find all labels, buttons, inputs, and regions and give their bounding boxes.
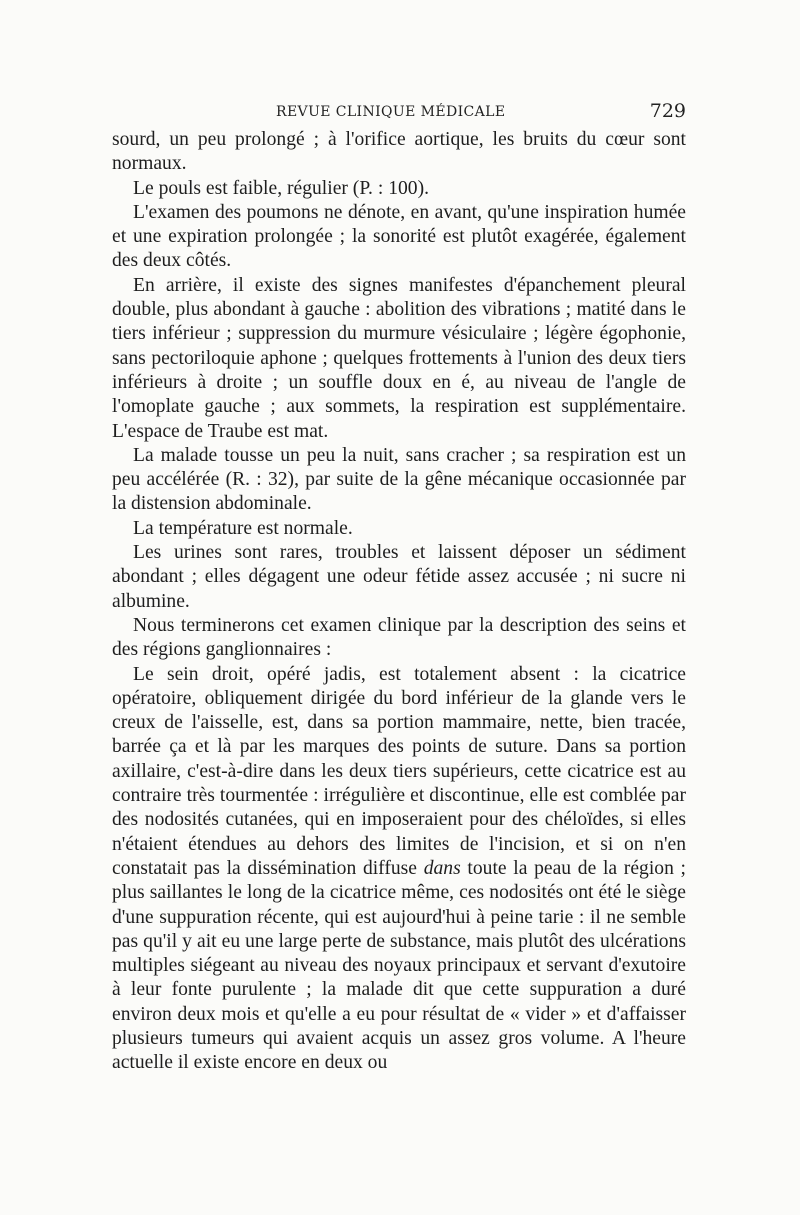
page-header bbox=[112, 100, 686, 126]
paragraph-right-breast-part1: Le sein droit, opéré jadis, est totalement absent : la cicatrice opératoire, obliquement dirigée du bord inférieur de la glande vers le creux de l'aisselle, est, dans sa portion mammaire, nette, bien tracée, barrée ça et là par les marques des points de suture. Dans sa portion axillaire, c'est-à-dire dans les deux tiers supérieurs, cette cicatrice est au contraire très tourmentée : irrégulière et discontinue, elle est comblée par des nodosités cutanées, qui en imposeraient pour des chéloïdes, si elles n'étaient étendues au dehors des limites de l'incision, et si on n'en constatait pas la dissémination diffuse bbox=[112, 663, 686, 879]
italic-word: dans bbox=[423, 857, 461, 879]
paragraph-continuation: sourd, un peu prolongé ; à l'orifice aortique, les bruits du cœur sont normaux. bbox=[112, 129, 686, 175]
paragraph-right-breast-part2: toute la peau de la région ; plus saillantes le long de la cicatrice même, ces nodosités ont été le siège d'une suppuration récente, qui est aujourd'hui à peine tarie : il ne semble pas qu'il y ait eu une large perte de substance, mais plutôt des ulcérations multiples siégeant au niveau des noyaux principaux et servant d'exutoire à leur fonte purulente ; la malade dit que cette suppuration a duré environ deux mois et qu'elle a eu pour résultat de « vider » et d'affaisser plusieurs tumeurs qui avaient acquis un assez gros volume. A l'heure actuelle il existe encore en deux ou bbox=[112, 857, 686, 1074]
paragraph-pulse: Le pouls est faible, régulier (P. : 100). bbox=[133, 177, 430, 199]
paragraph-intro-breasts: Nous terminerons cet examen clinique par la description des seins et des régions ganglionnaires : bbox=[112, 614, 686, 661]
paragraph-right-breast bbox=[112, 663, 686, 1076]
paragraph-temperature: La température est normale. bbox=[133, 517, 353, 539]
page-number: 729 bbox=[649, 100, 686, 122]
paragraph-urine: Les urines sont rares, troubles et laissent déposer un sédiment abondant ; elles dégagent une odeur fétide assez accusée ; ni sucre ni albumine. bbox=[112, 542, 686, 612]
paragraph-lungs-back: En arrière, il existe des signes manifestes d'épanchement pleural double, plus abondant à gauche : abolition des vibrations ; matité dans le tiers inférieur ; suppression du murmure vésiculaire ; légère égophonie, sans pectoriloquie aphone ; quelques frottements à l'union des deux tiers inférieurs à droite ; un souffle doux en é, au niveau de l'angle de l'omoplate gauche ; aux sommets, la respiration est supplémentaire. L'espace de Traube est mat. bbox=[112, 274, 686, 442]
paragraph-cough: La malade tousse un peu la nuit, sans cracher ; sa respiration est un peu accélérée (R. : 32), par suite de la gêne mécanique occasionnée par la distension abdominale. bbox=[112, 444, 686, 515]
running-title: REVUE CLINIQUE MÉDICALE bbox=[276, 104, 506, 120]
body-text bbox=[112, 128, 686, 1076]
paragraph-lungs-front: L'examen des poumons ne dénote, en avant, qu'une inspiration humée et une expiration prolongée ; la sonorité est plutôt exagérée, également des deux côtés. bbox=[112, 201, 686, 272]
